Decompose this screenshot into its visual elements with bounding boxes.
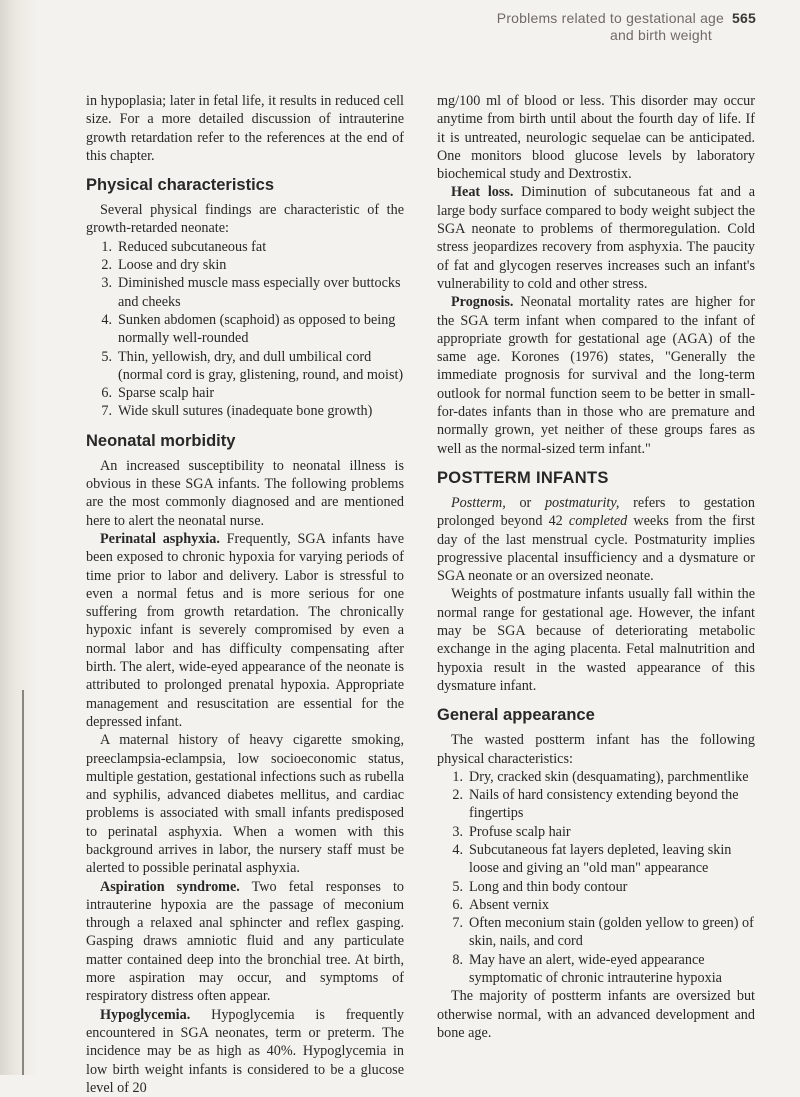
list-item: 1. Dry, cracked skin (desquamating), parchmentlike (452, 768, 749, 785)
run-in-heading: Prognosis. (451, 294, 514, 311)
aspiration-paragraph: Aspiration syndrome. Two fetal responses to intrauterine hypoxia are the passage of meconium through a relaxed anal sphincter and reflex gasping. Gasping draws amniotic fluid and any particulate matter contained deep into the bronchial tree. At birth, more aspiration may occur, and symptoms of respiratory distress often appear. (86, 878, 404, 1005)
neonatal-morbidity-heading: Neonatal morbidity (86, 431, 236, 450)
page-gutter (0, 0, 38, 1075)
left-column (86, 92, 404, 1097)
hypoglycemia-paragraph: Hypoglycemia. Hypoglycemia is frequently encountered in SGA neonates, term or preterm. The incidence may be as high as 40%. Hypoglycemia in low birth weight infants is considered to be a glucose level of 20 (86, 1006, 404, 1096)
list-item: 6. Sparse scalp hair (101, 385, 215, 402)
physical-characteristics-heading: Physical characteristics (86, 176, 275, 195)
list-item: 4. Sunken abdomen (scaphoid) as opposed to being normally well-rounded (101, 311, 396, 347)
prognosis-paragraph: Prognosis. Neonatal mortality rates are higher for the SGA term infant when compared to the infant of appropriate growth for gestational age (AGA) of the same age. Korones (1976) states, "Generally the immediate prognosis for survival and the long-term outlook for normal function seem to be better in small-for-dates infants than in those who are premature and normally grown, yet neither of these groups fares as well as the normal-sized term infant." (437, 294, 755, 457)
right-column (437, 92, 755, 1042)
run-in-heading: Heat loss. (451, 184, 514, 201)
list-item: 5. Long and thin body contour (452, 878, 628, 895)
postterm-definition-paragraph: Postterm, or postmaturity, refers to gestation prolonged beyond 42 completed weeks from the first day of the last menstrual cycle. Postmaturity implies progressive placental insufficiency and a dysmature or SGA neonate or an oversized neonate. (437, 494, 755, 585)
perinatal-asphyxia-paragraph: Perinatal asphyxia. Frequently, SGA infants have been exposed to chronic hypoxia for varying periods of time prior to labor and delivery. Labor is stressful to even a normal fetus and is more serious for one suffering from growth retardation. The chronically hypoxic infant is severely compromised by even a normal labor and has difficulty compensating after birth. The alert, wide-eyed appearance of the neonate is attributed to prolonged prenatal hypoxia. Appropriate management and resuscitation are essential for the depressed infant. (86, 530, 404, 730)
running-header (497, 10, 756, 44)
list-item: 8. May have an alert, wide-eyed appearance symptomatic of chronic intrauterine hypoxia (452, 951, 722, 987)
closing-paragraph: The majority of postterm infants are oversized but otherwise normal, with an advanced development and bone age. (437, 988, 755, 1041)
list-item: 2. Loose and dry skin (101, 257, 227, 274)
list-item: 7. Wide skull sutures (inadequate bone growth) (101, 403, 373, 420)
general-intro: The wasted postterm infant has the following physical characteristics: (437, 732, 755, 767)
list-item: 7. Often meconium stain (golden yellow to green) of skin, nails, and cord (452, 915, 754, 950)
intro-paragraph: in hypoplasia; later in fetal life, it results in reduced cell size. For a more detailed discussion of intrauterine growth retardation refer to the references at the end of this chapter. (86, 93, 404, 164)
list-item: 3. Profuse scalp hair (452, 823, 571, 840)
list-item: 2. Nails of hard consistency extending beyond the fingertips (452, 787, 739, 822)
page-number: 565 (732, 10, 756, 26)
morbidity-intro: An increased susceptibility to neonatal illness is obvious in these SGA infants. The following problems are the most commonly diagnosed and are mentioned here to alert the neonatal nurse. (86, 457, 404, 529)
header-line-1: Problems related to gestational age 565 (496, 10, 756, 26)
run-in-heading: Hypoglycemia. (100, 1006, 191, 1023)
general-list (437, 768, 755, 988)
maternal-history-paragraph: A maternal history of heavy cigarette smoking, preeclampsia-eclampsia, low socioeconomic status, multiple gestation, gestational infections such as rubella and syphilis, advanced diabetes mellitus, and cardiac problems is associated with small infants predisposed to perinatal asphyxia. When a women with this background arrives in labor, the nursery staff must be alerted to possible perinatal asphyxia. (86, 732, 404, 877)
physical-intro: Several physical findings are characteristic of the growth-retarded neonate: (86, 202, 404, 237)
list-item: 6. Absent vernix (452, 896, 549, 913)
header-line-2: and birth weight (609, 27, 712, 43)
run-in-heading: Aspiration syndrome. (100, 878, 240, 895)
general-appearance-heading: General appearance (437, 706, 595, 725)
postterm-infants-heading: POSTTERM INFANTS (437, 468, 609, 487)
list-item: 5. Thin, yellowish, dry, and dull umbilical cord (normal cord is gray, glistening, round, and moist) (101, 348, 404, 383)
list-item: 1. Reduced subcutaneous fat (101, 238, 267, 255)
physical-list (86, 238, 404, 421)
run-in-heading: Perinatal asphyxia. (100, 530, 220, 547)
list-item: 4. Subcutaneous fat layers depleted, leaving skin loose and giving an "old man" appearance (452, 841, 732, 877)
list-item: 3. Diminished muscle mass especially over buttocks and cheeks (101, 275, 401, 310)
continuation-paragraph: mg/100 ml of blood or less. This disorder may occur anytime from birth until about the fourth day of life. If it is untreated, neurologic sequelae can be anticipated. One monitors blood glucose levels by laboratory biochemical study and Dextrostix. (437, 93, 755, 183)
weights-paragraph: Weights of postmature infants usually fall within the normal range for gestational age. However, the infant may be SGA because of deteriorating metabolic exchange in the aging placenta. Fetal malnutrition and hypoxia result in the wasted appearance of this dysmature infant. (437, 586, 755, 694)
heat-loss-paragraph: Heat loss. Diminution of subcutaneous fat and a large body surface compared to body weight subject the SGA neonate to problems of thermoregulation. Cold stress jeopardizes recovery from asphyxia. The paucity of fat and glycogen reserves increases such an infant's vulnerability to cold and other stress. (437, 184, 755, 292)
binding-edge (22, 690, 24, 1075)
